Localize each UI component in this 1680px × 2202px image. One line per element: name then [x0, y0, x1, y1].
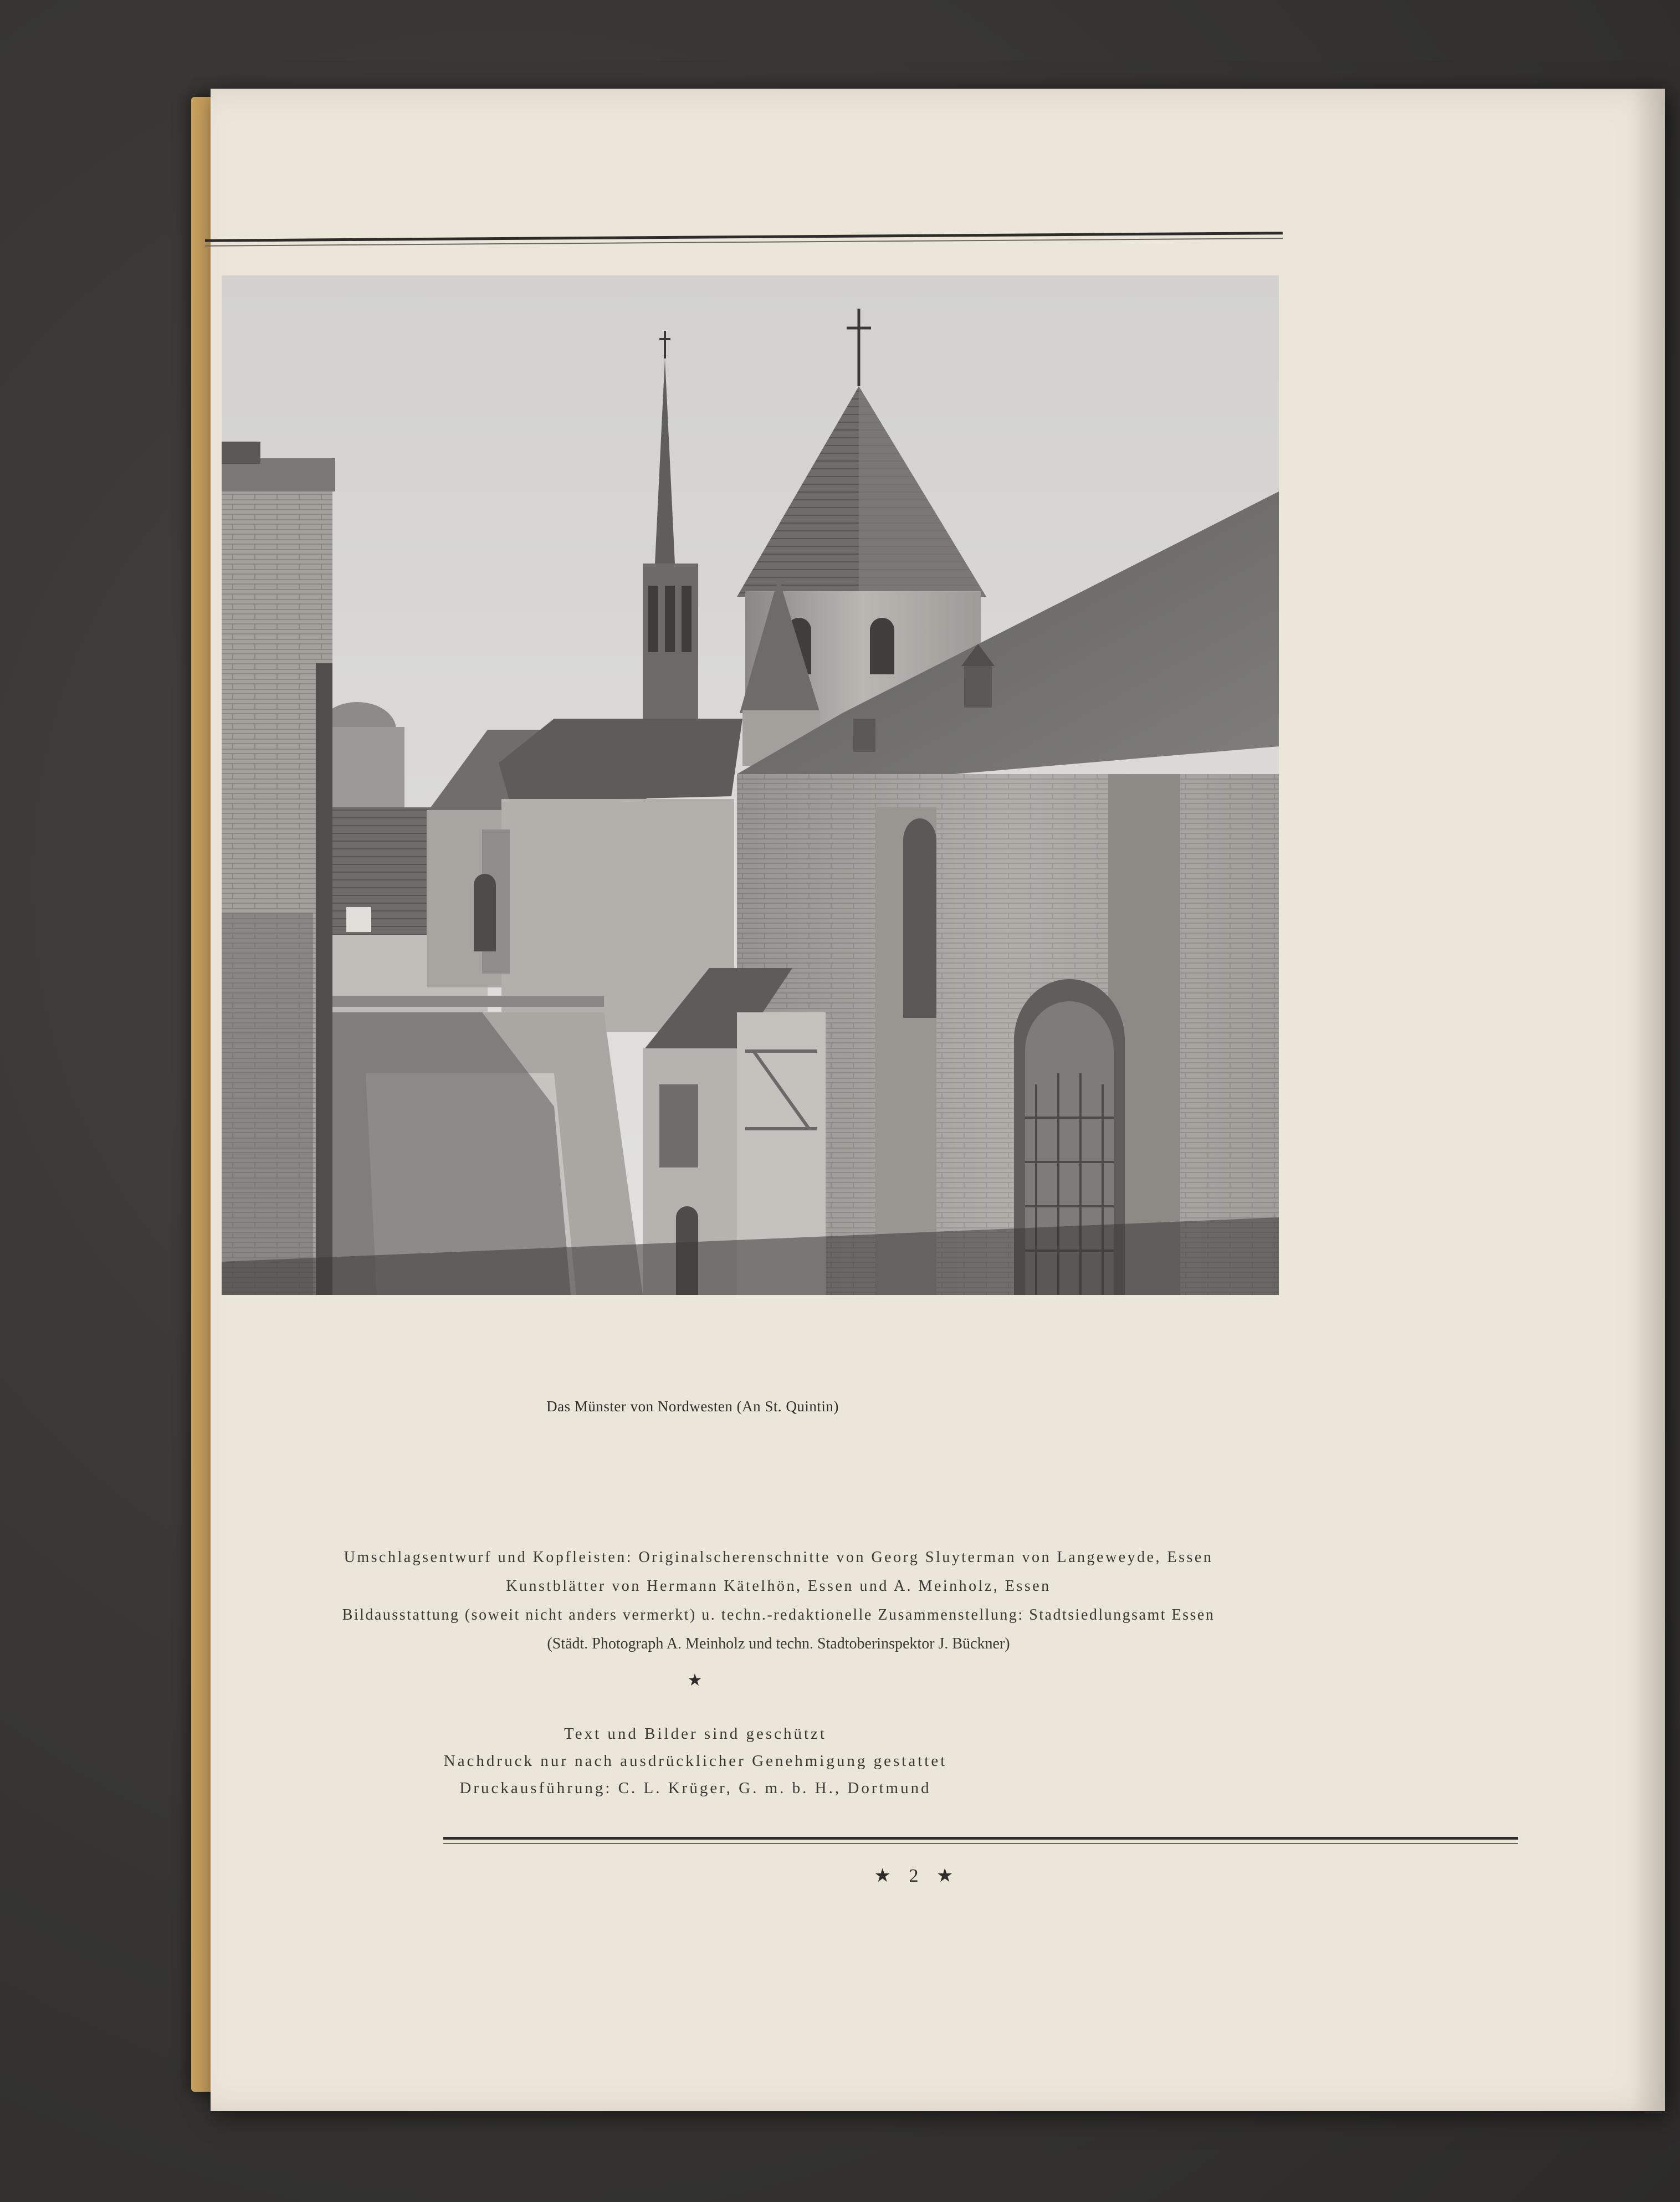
- cathedral-photograph: [222, 275, 1279, 1295]
- page-number: ★ 2 ★: [874, 1866, 960, 1886]
- credits-line-photographer: (Städt. Photograph A. Meinholz und techn. Stadtoberinspektor J. Bückner): [547, 1635, 1010, 1652]
- credits-line-illustration: Bildausstattung (soweit nicht anders vermerkt) u. techn.-redaktionelle Zusammenstellung: Stadtsiedlungsamt Essen: [342, 1606, 1215, 1624]
- separator-star: ★: [687, 1671, 703, 1689]
- footer-rule: [443, 1837, 1518, 1840]
- credits-line-cover: Umschlagsentwurf und Kopfleisten: Originalscherenschnitte von Georg Sluyterman von Langeweyde, Essen: [344, 1549, 1213, 1566]
- photo-caption: Das Münster von Nordwesten (An St. Quintin): [546, 1398, 839, 1415]
- credits-block: [211, 1543, 1346, 1658]
- notice-reprint: Nachdruck nur nach ausdrücklicher Genehmigung gestattet: [443, 1752, 947, 1770]
- copyright-notice: [233, 1720, 1158, 1802]
- page-fold-shadow: [1632, 89, 1665, 2111]
- credits-line-art: Kunstblätter von Hermann Kätelhön, Essen und A. Meinholz, Essen: [506, 1578, 1051, 1595]
- notice-protected: Text und Bilder sind geschützt: [564, 1725, 827, 1743]
- notice-printer: Druckausführung: C. L. Krüger, G. m. b. H., Dortmund: [459, 1779, 931, 1797]
